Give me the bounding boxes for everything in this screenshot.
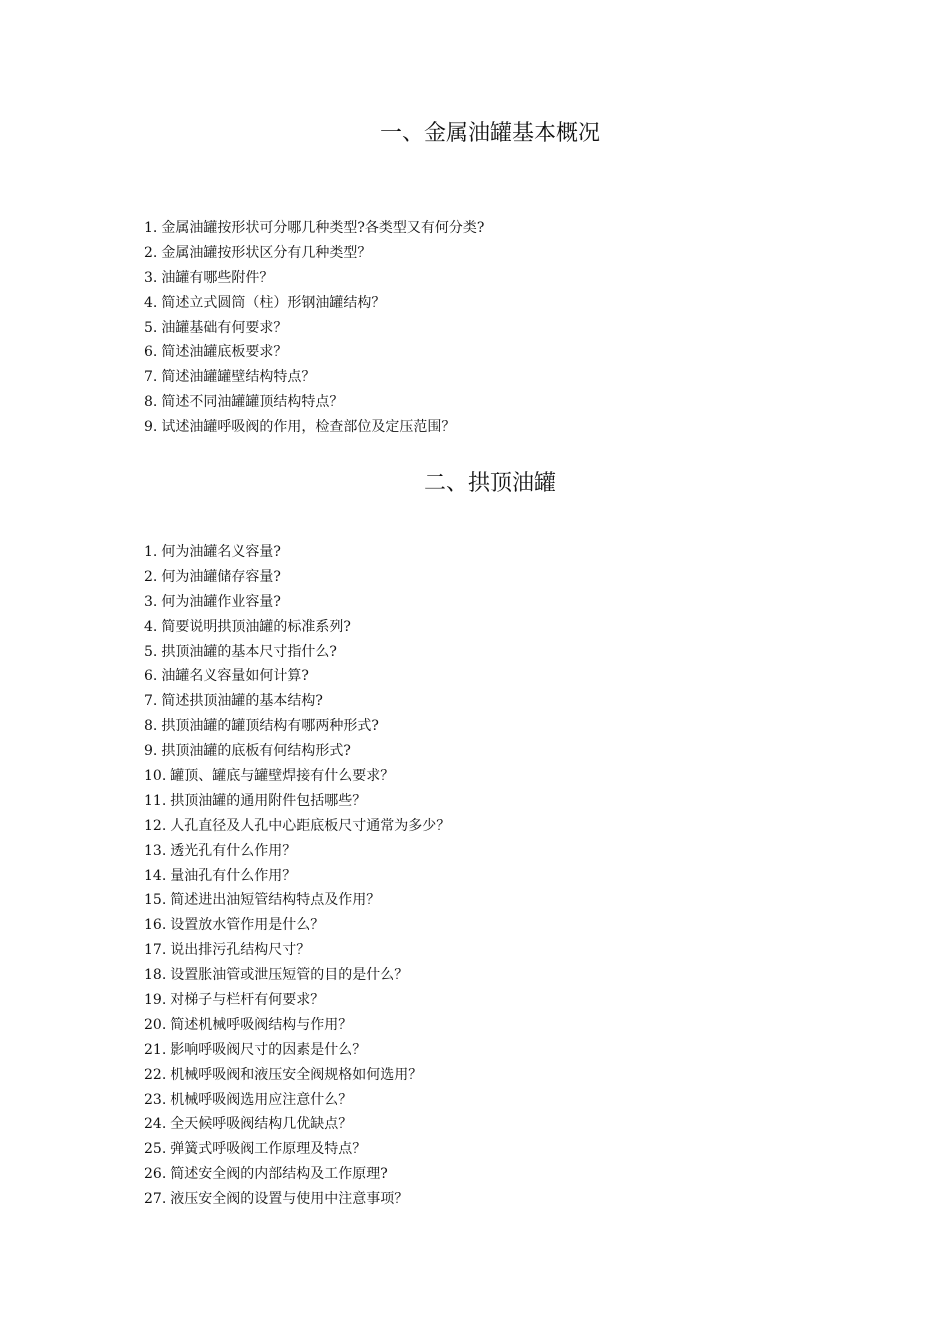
question-text: 影响呼吸阀尺寸的因素是什么？ — [170, 1041, 367, 1058]
question-text: 简述油罐罐壁结构特点？ — [161, 369, 316, 386]
question-item — [144, 1038, 450, 1063]
question-number: 27. — [144, 1191, 167, 1208]
question-number: 5. — [144, 643, 158, 660]
question-item — [144, 266, 484, 291]
question-number: 18. — [144, 967, 167, 984]
question-number: 22. — [144, 1066, 167, 1083]
question-item — [144, 814, 450, 839]
question-text: 简述拱顶油罐的基本结构? — [161, 693, 323, 710]
question-text: 试述油罐呼吸阀的作用，检查部位及定压范围？ — [161, 419, 456, 436]
question-item — [144, 540, 450, 565]
question-text: 简述油罐底板要求？ — [161, 344, 288, 361]
section-title: 二、拱顶油罐 — [423, 471, 556, 496]
question-number: 12. — [144, 817, 167, 834]
question-text: 简述不同油罐罐顶结构特点？ — [161, 394, 344, 411]
question-item — [144, 640, 450, 665]
question-number: 3. — [144, 593, 158, 610]
question-number: 20. — [144, 1016, 167, 1033]
question-text: 罐顶、罐底与罐壁焊接有什么要求？ — [170, 768, 395, 785]
question-text: 拱顶油罐的基本尺寸指什么? — [161, 643, 337, 660]
question-item — [144, 590, 450, 615]
question-item — [144, 938, 450, 963]
question-number: 2. — [144, 568, 158, 585]
question-text: 设置胀油管或泄压短管的目的是什么？ — [170, 967, 409, 984]
question-item — [144, 316, 484, 341]
question-text: 油罐基础有何要求？ — [161, 319, 288, 336]
question-number: 14. — [144, 867, 167, 884]
question-text: 油罐名义容量如何计算? — [161, 668, 309, 685]
question-item — [144, 714, 450, 739]
question-text: 拱顶油罐的通用附件包括哪些？ — [170, 792, 367, 809]
question-text: 拱顶油罐的罐顶结构有哪两种形式? — [161, 718, 379, 735]
question-item — [144, 888, 450, 913]
question-text: 设置放水管作用是什么？ — [170, 917, 325, 934]
question-number: 9. — [144, 419, 158, 436]
question-text: 量油孔有什么作用？ — [170, 867, 297, 884]
question-number: 7. — [144, 693, 158, 710]
question-number: 26. — [144, 1166, 167, 1183]
question-text: 简述进出油短管结构特点及作用？ — [170, 892, 381, 909]
question-number: 1. — [144, 544, 158, 560]
question-text: 全天候呼吸阀结构几优缺点？ — [170, 1116, 353, 1133]
question-number: 10. — [144, 768, 167, 785]
question-number: 25. — [144, 1141, 167, 1158]
question-item — [144, 913, 450, 938]
question-text: 简要说明拱顶油罐的标准系列? — [161, 618, 351, 635]
question-number: 2. — [144, 244, 158, 261]
question-item — [144, 1137, 450, 1162]
question-item — [144, 789, 450, 814]
question-text: 机械呼吸阀和液压安全阀规格如何选用？ — [170, 1066, 423, 1083]
question-item — [144, 216, 484, 241]
section-title: 一、金属油罐基本概况 — [379, 121, 600, 146]
question-text: 人孔直径及人孔中心距底板尺寸通常为多少？ — [170, 817, 451, 834]
question-text: 机械呼吸阀选用应注意什么？ — [170, 1091, 353, 1108]
question-number: 8. — [144, 394, 158, 411]
question-text: 金属油罐按形状区分有几种类型？ — [161, 244, 372, 261]
question-number: 5. — [144, 319, 158, 336]
question-number: 9. — [144, 743, 158, 760]
question-item — [144, 864, 450, 889]
question-text: 拱顶油罐的底板有何结构形式? — [161, 743, 351, 760]
question-item — [144, 1088, 450, 1113]
question-item — [144, 1162, 450, 1187]
question-text: 金属油罐按形状可分哪几种类型?各类型又有何分类? — [161, 220, 485, 236]
question-number: 23. — [144, 1091, 167, 1108]
question-text: 何为油罐作业容量? — [161, 593, 281, 610]
question-number: 13. — [144, 842, 167, 859]
question-number: 15. — [144, 892, 167, 909]
question-list — [144, 216, 484, 440]
question-item — [144, 390, 484, 415]
question-number: 21. — [144, 1041, 167, 1058]
question-item — [144, 565, 450, 590]
question-number: 3. — [144, 269, 158, 286]
question-text: 何为油罐名义容量? — [161, 544, 281, 560]
question-text: 简述安全阀的内部结构及工作原理? — [170, 1166, 388, 1183]
question-item — [144, 963, 450, 988]
question-number: 4. — [144, 618, 158, 635]
question-number: 17. — [144, 942, 167, 959]
question-number: 6. — [144, 344, 158, 361]
question-item — [144, 291, 484, 316]
question-item — [144, 739, 450, 764]
question-number: 6. — [144, 668, 158, 685]
question-text: 对梯子与栏杆有何要求？ — [170, 992, 325, 1009]
question-text: 油罐有哪些附件？ — [161, 269, 274, 286]
question-item — [144, 415, 484, 440]
question-item — [144, 340, 484, 365]
question-text: 简述立式圆筒（柱）形钢油罐结构？ — [161, 294, 386, 311]
question-list — [144, 540, 450, 1212]
question-item — [144, 988, 450, 1013]
question-number: 16. — [144, 917, 167, 934]
question-item — [144, 664, 450, 689]
question-number: 19. — [144, 992, 167, 1009]
question-number: 1. — [144, 220, 158, 236]
question-item — [144, 689, 450, 714]
question-item — [144, 365, 484, 390]
question-item — [144, 839, 450, 864]
question-number: 11. — [144, 792, 167, 809]
question-number: 4. — [144, 294, 158, 311]
question-text: 简述机械呼吸阀结构与作用？ — [170, 1016, 353, 1033]
question-text: 液压安全阀的设置与使用中注意事项？ — [170, 1191, 409, 1208]
question-text: 说出排污孔结构尺寸？ — [170, 942, 311, 959]
question-text: 弹簧式呼吸阀工作原理及特点？ — [170, 1141, 367, 1158]
question-number: 7. — [144, 369, 158, 386]
question-text: 透光孔有什么作用？ — [170, 842, 297, 859]
question-item — [144, 1013, 450, 1038]
question-item — [144, 1187, 450, 1212]
question-item — [144, 615, 450, 640]
question-item — [144, 1112, 450, 1137]
question-text: 何为油罐储存容量? — [161, 568, 281, 585]
question-number: 24. — [144, 1116, 167, 1133]
question-item — [144, 241, 484, 266]
question-number: 8. — [144, 718, 158, 735]
question-item — [144, 1063, 450, 1088]
question-item — [144, 764, 450, 789]
